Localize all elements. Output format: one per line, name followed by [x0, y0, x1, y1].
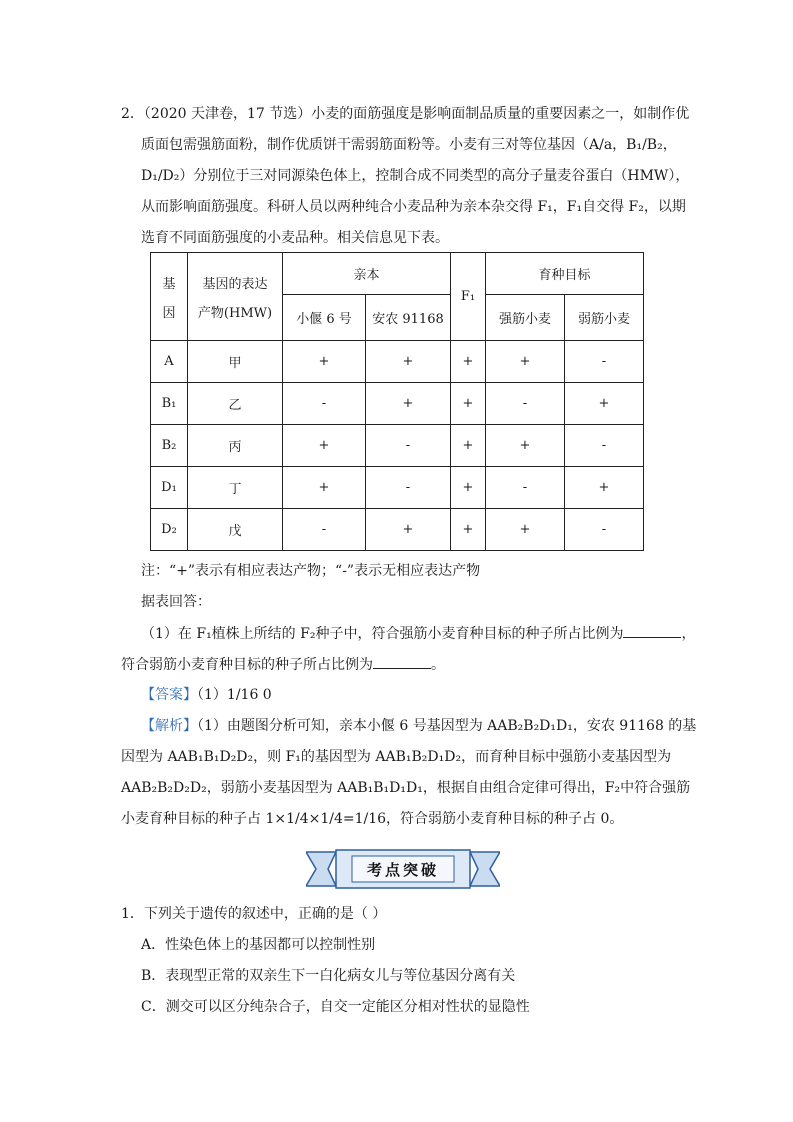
product-cell: 丙: [188, 425, 283, 467]
product-cell: 丁: [188, 467, 283, 509]
sub-question-1-line-2: [121, 654, 445, 675]
q2-line-1: 2．（2020 天津卷，17 节选）小麦的面筋强度是影响面制品质量的重要因素之一，如制作优: [121, 106, 690, 122]
header-target: 育种目标: [486, 253, 644, 295]
table-row: [151, 509, 644, 551]
product-cell: 戊: [188, 509, 283, 551]
answer-tag: 【答案】: [141, 687, 197, 703]
weak-cell: -: [565, 509, 644, 551]
header-parent-1: 小偃 6 号: [283, 295, 366, 341]
strong-cell: -: [486, 383, 565, 425]
analysis-tag: 【解析】: [141, 718, 197, 734]
header-gene: [151, 253, 188, 341]
header-parents: 亲本: [283, 253, 451, 295]
answer-prompt: 据表回答：: [141, 594, 211, 610]
f1-cell: +: [451, 509, 486, 551]
header-product-line-1: 基因的表达: [202, 276, 268, 292]
weak-cell: +: [565, 383, 644, 425]
sub-question-1-line-1: [141, 623, 695, 644]
sub-question-1-comma: ，: [681, 626, 696, 642]
strong-cell: +: [486, 425, 565, 467]
parent2-cell: -: [366, 467, 451, 509]
parent2-cell: +: [366, 341, 451, 383]
strong-cell: +: [486, 341, 565, 383]
analysis-line-1: [141, 716, 696, 736]
parent2-cell: +: [366, 509, 451, 551]
table-row: [151, 383, 644, 425]
parent1-cell: +: [283, 425, 366, 467]
analysis-line-2: 因型为 AAB₁B₁D₂D₂，则 F₁的基因型为 AAB₁B₂D₁D₂，而育种目标中强筋小麦基因型为: [121, 749, 672, 765]
gene-cell: B₂: [151, 425, 188, 467]
weak-cell: +: [565, 467, 644, 509]
table-row: [151, 341, 644, 383]
q2-line-3: D₁/D₂）分别位于三对同源染色体上，控制合成不同类型的高分子量麦谷蛋白（HMW），: [141, 168, 690, 184]
q2-line-2: 质面包需强筋面粉，制作优质饼干需弱筋面粉等。小麦有三对等位基因（A/a，B₁/B₂，: [141, 137, 677, 153]
parent1-cell: +: [283, 467, 366, 509]
f1-cell: +: [451, 425, 486, 467]
parent2-cell: -: [366, 425, 451, 467]
table-note: 注：“+”表示有相应表达产物；“-”表示无相应表达产物: [141, 563, 481, 579]
strong-cell: +: [486, 509, 565, 551]
f1-cell: +: [451, 341, 486, 383]
analysis-text-1: （1）由题图分析可知，亲本小偃 6 号基因型为 AAB₂B₂D₁D₁，安农 91168 的基: [197, 718, 697, 734]
banner-title: 考点突破: [366, 860, 439, 879]
sub-question-1-text: （1）在 F₁植株上所结的 F₂种子中，符合强筋小麦育种目标的种子所占比例为: [141, 626, 624, 642]
gene-cell: B₁: [151, 383, 188, 425]
q1-option-c: C．测交可以区分纯杂合子，自交一定能区分相对性状的显隐性: [141, 999, 530, 1015]
q2-line-5: 选育不同面筋强度的小麦品种。相关信息见下表。: [141, 230, 449, 246]
answer-blank-1[interactable]: [623, 623, 681, 638]
weak-cell: -: [565, 341, 644, 383]
header-product: [188, 253, 283, 341]
section-banner: [306, 848, 500, 890]
f1-cell: +: [451, 467, 486, 509]
gene-cell: A: [151, 341, 188, 383]
parent1-cell: -: [283, 383, 366, 425]
table-row: [151, 425, 644, 467]
table-row: [151, 467, 644, 509]
product-cell: 乙: [188, 383, 283, 425]
answer-line: [141, 685, 272, 705]
gene-expression-table: [150, 252, 644, 551]
f1-cell: +: [451, 383, 486, 425]
analysis-line-4: 小麦育种目标的种子占 1×1/4×1/4=1/16，符合弱筋小麦育种目标的种子占 0。: [121, 811, 624, 827]
sub-question-1-period: 。: [431, 657, 445, 673]
q1-stem: 1．下列关于遗传的叙述中，正确的是（ ）: [121, 906, 387, 922]
strong-cell: -: [486, 467, 565, 509]
gene-cell: D₂: [151, 509, 188, 551]
header-gene-char-2: 因: [162, 305, 176, 321]
answer-text: （1）1/16 0: [197, 687, 272, 703]
header-weak-wheat: 弱筋小麦: [565, 295, 644, 341]
sub-question-1-text-2: 符合弱筋小麦育种目标的种子所占比例为: [121, 657, 373, 673]
product-cell: 甲: [188, 341, 283, 383]
header-strong-wheat: 强筋小麦: [486, 295, 565, 341]
header-product-line-2: 产物(HMW): [197, 305, 273, 321]
header-gene-char-1: 基: [162, 276, 176, 292]
answer-blank-2[interactable]: [373, 654, 431, 669]
header-f1: F₁: [451, 253, 486, 341]
q1-option-a: A．性染色体上的基因都可以控制性别: [141, 937, 376, 953]
weak-cell: -: [565, 425, 644, 467]
q1-option-b: B．表现型正常的双亲生下一白化病女儿与等位基因分离有关: [141, 968, 516, 984]
q2-line-4: 从而影响面筋强度。科研人员以两种纯合小麦品种为亲本杂交得 F₁，F₁自交得 F₂，以期: [141, 199, 686, 215]
gene-cell: D₁: [151, 467, 188, 509]
parent1-cell: +: [283, 341, 366, 383]
parent2-cell: +: [366, 383, 451, 425]
analysis-line-3: AAB₂B₂D₂D₂，弱筋小麦基因型为 AAB₁B₁D₁D₁，根据自由组合定律可得出，F₂中符合强筋: [121, 780, 691, 796]
parent1-cell: -: [283, 509, 366, 551]
header-parent-2: 安农 91168: [366, 295, 451, 341]
